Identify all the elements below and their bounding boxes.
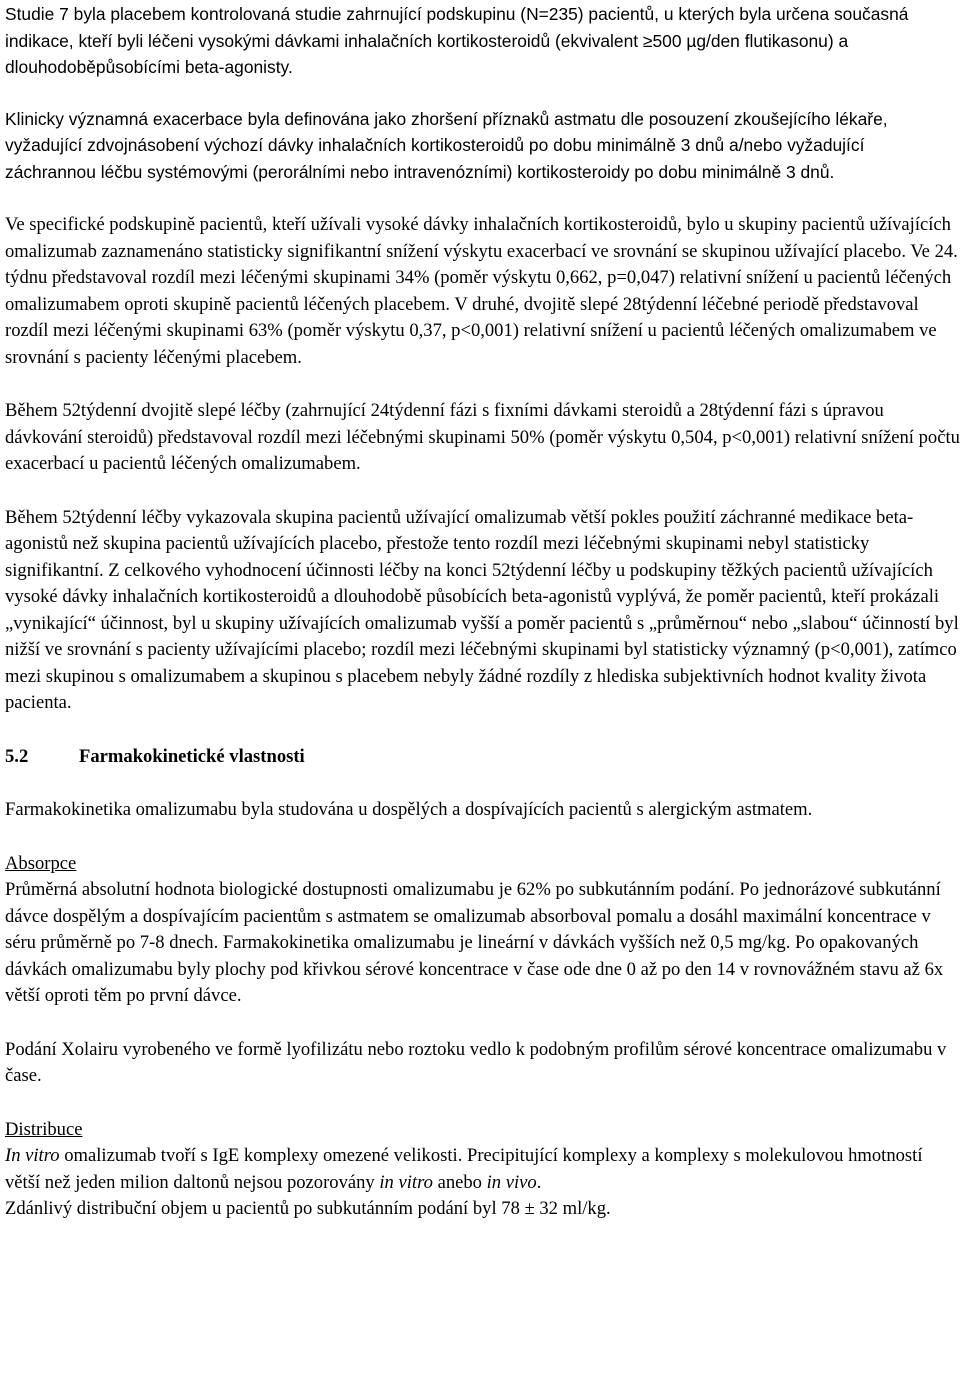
- in-vitro-term-2: in vitro: [379, 1171, 433, 1193]
- absorption-heading: Absorpce: [5, 852, 77, 874]
- document-page: [5, 1, 960, 1223]
- paragraph-subgroup-results: Ve specifické podskupině pacientů, kteří užívali vysoké dávky inhalačních kortikosteroidů, bylo u skupiny pacientů užívajících omalizumab zaznamenáno statisticky signifikantní snížení výskytu exacerbací ve srovnání se skupinou užívající placebo. Ve 24. týdnu představoval rozdíl mezi léčenými skupinami 34% (poměr výskytu 0,662, p=0,047) relativní snížení u pacientů léčených omalizumabem oproti skupině pacientů léčených placebem. V druhé, dvojitě slepé 28týdenní léčebné periodě představoval rozdíl mezi léčenými skupinami 63% (poměr výskytu 0,37, p<0,001) relativní snížení u pacientů léčených omalizumabem ve srovnání s pacienty léčenými placebem.: [5, 214, 958, 368]
- in-vivo-term: in vivo: [486, 1171, 537, 1193]
- paragraph-52-week-exacerbations: Během 52týdenní dvojitě slepé léčby (zahrnující 24týdenní fázi s fixními dávkami steroidů a 28týdenní fázi s úpravou dávkování steroidů) představoval rozdíl mezi léčebnými skupinami 50% (poměr výskytu 0,504, p<0,001) relativní snížení počtu exacerbací u pacientů léčených omalizumabem.: [5, 400, 960, 474]
- distribution-text-3: .: [536, 1171, 542, 1193]
- paragraph-52-week-rescue-medication: Během 52týdenní léčby vykazovala skupina pacientů užívající omalizumab větší pokles použití záchranné medikace beta-agonistů než skupina pacientů užívajících placebo, přestože tento rozdíl mezi léčebnými skupinami nebyl statisticky signifikantní. Z celkového vyhodnocení účinnosti léčby na konci 52týdenní léčby u podskupiny těžkých pacientů užívajících vysoké dávky inhalačních kortikosteroidů a dlouhodobě působících beta-agonistů vyplývá, že poměr pacientů, kteří prokázali „vynikající“ účinnost, byl u skupiny užívajících omalizumab vyšší a poměr pacientů s „průměrnou“ nebo „slabou“ účinností byl nižší ve srovnání s pacienty užívajícími placebo; rozdíl mezi léčebnými skupinami byl statisticky významný (p<0,001), zatímco mezi skupinou s omalizumabem a skupinou s placebem nebyly žádné rozdíly z hlediska subjektivních hodnot kvality života pacienta.: [5, 506, 959, 713]
- paragraph-pk-intro: Farmakokinetika omalizumabu byla studována u dospělých a dospívajících pacientů s alergickým astmatem.: [5, 799, 813, 820]
- in-vitro-term: In vitro: [5, 1145, 60, 1166]
- distribution-volume-text: Zdánlivý distribuční objem u pacientů po subkutánním podání byl 78 ± 32 ml/kg.: [5, 1198, 611, 1219]
- distribution-text-2: anebo: [432, 1171, 487, 1193]
- paragraph-distribution: [5, 1143, 960, 1223]
- section-heading: [5, 744, 960, 771]
- paragraph-formulation: Podání Xolairu vyrobeného ve formě lyofilizátu nebo roztoku vedlo k podobným profilům sérové koncentrace omalizumabu v čase.: [5, 1038, 947, 1086]
- distribution-heading: Distribuce: [5, 1118, 83, 1140]
- paragraph-exacerbation-definition: Klinicky významná exacerbace byla definována jako zhoršení příznaků astmatu dle posouzení zkoušejícího lékaře, vyžadující zdvojnásobení výchozí dávky inhalačních kortikosteroidů po dobu minimálně 3 dnů a/nebo vyžadující záchrannou léčbu systémovými (perorálními nebo intravenózními) kortikosteroidy po dobu minimálně 3 dnů.: [5, 108, 888, 182]
- section-number: 5.2: [5, 745, 29, 767]
- distribution-text-1: omalizumab tvoří s IgE komplexy omezené velikosti. Precipitující komplexy a komplexy s molekulovou hmotností větší než jeden milion daltonů nejsou pozorovány: [5, 1145, 923, 1193]
- section-title: Farmakokinetické vlastnosti: [79, 745, 305, 767]
- paragraph-absorption: Průměrná absolutní hodnota biologické dostupnosti omalizumabu je 62% po subkutánním podání. Po jednorázové subkutánní dávce dospělým a dospívajícím pacientům s astmatem se omalizumab absorboval pomalu a dosáhl maximální koncentrace v séru průměrně po 7-8 dnech. Farmakokinetika omalizumabu je lineární v dávkách vyšších než 0,5 mg/kg. Po opakovaných dávkách omalizumabu byly plochy pod křivkou sérové koncentrace v čase ode dne 0 až po den 14 v rovnovážném stavu až 6x větší oproti těm po první dávce.: [5, 879, 944, 1006]
- paragraph-study-7: Studie 7 byla placebem kontrolovaná studie zahrnující podskupinu (N=235) pacientů, u kterých byla určena současná indikace, kteří byli léčeni vysokými dávkami inhalačních kortikosteroidů (ekvivalent ≥500 µg/den flutikasonu) a dlouhodoběpůsobícími beta-agonisty.: [5, 4, 909, 77]
